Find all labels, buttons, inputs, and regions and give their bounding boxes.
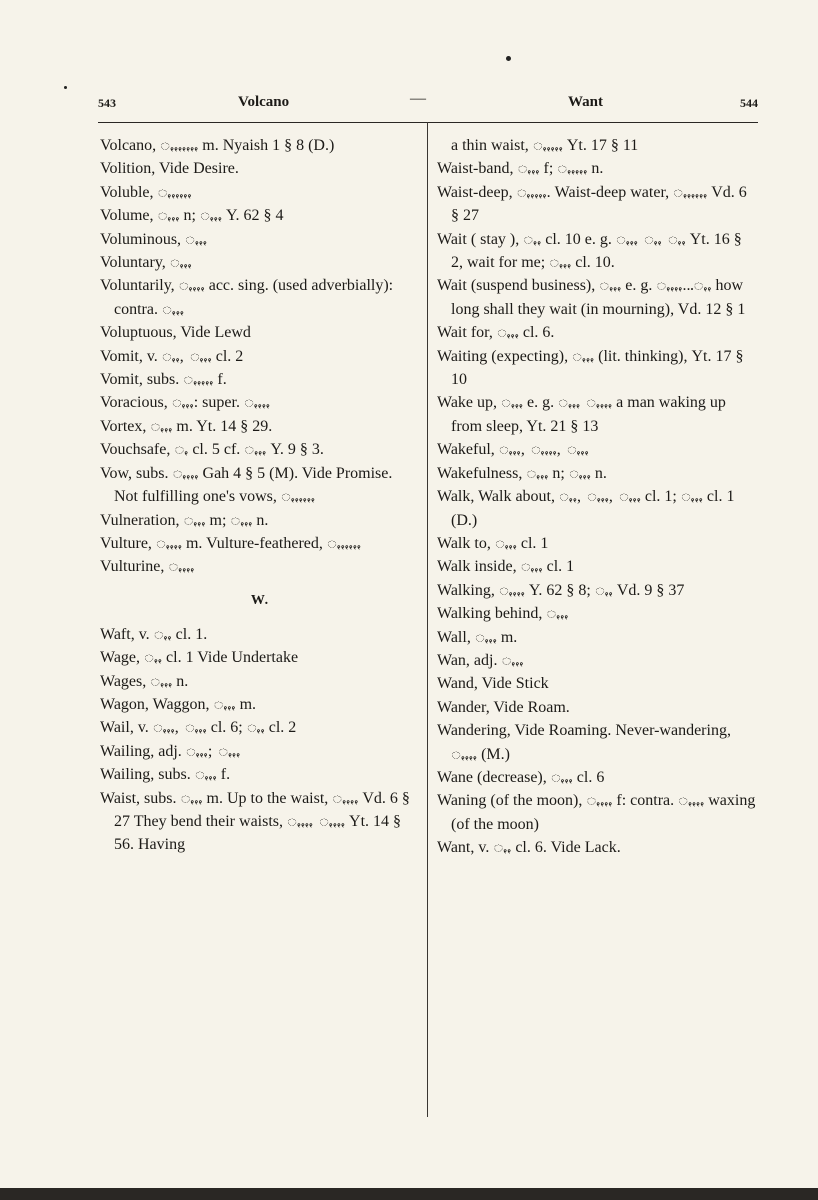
headword-right: Want bbox=[568, 94, 604, 110]
entry-wander: Wander, Vide Roam. bbox=[437, 698, 570, 716]
entry-vulneration: Vulneration, ꩻꩻꩻ m; ꩻꩻꩻ n. bbox=[100, 511, 269, 529]
entry-walk: Walk, Walk about, ꩻꩻ, ꩻꩻꩻ, ꩻꩻꩻ cl. 1; ꩻꩻꩻ cl. 1 (D.) bbox=[437, 488, 735, 529]
entry-wait-stay: Wait ( stay ), ꩻꩻ cl. 10 e. g. ꩻꩻꩻ ꩻꩻ ꩻꩻ Yt. 16 § 2, wait for me; ꩻꩻꩻ cl. 10. bbox=[437, 230, 742, 272]
running-header bbox=[98, 90, 758, 120]
entry-walk-to: Walk to, ꩻꩻꩻ cl. 1 bbox=[437, 534, 549, 552]
entry-wage: Wage, ꩻꩻ cl. 1 Vide Undertake bbox=[100, 649, 299, 667]
entry-wages: Wages, ꩻꩻꩻ n. bbox=[100, 672, 189, 690]
entry-voluminous: Voluminous, ꩻꩻꩻ bbox=[100, 230, 208, 248]
entry-wakeful: Wakeful, ꩻꩻꩻ, ꩻꩻꩻꩻ, ꩻꩻꩻ bbox=[437, 441, 589, 459]
entry-walking-behind: Walking behind, ꩻꩻꩻ bbox=[437, 605, 569, 623]
entry-wailing-subs: Wailing, subs. ꩻꩻꩻ f. bbox=[100, 766, 231, 784]
page-bottom-edge bbox=[0, 1188, 818, 1200]
entry-wan: Wan, adj. ꩻꩻꩻ bbox=[437, 651, 524, 669]
section-letter-w: W. bbox=[250, 592, 270, 608]
entry-voracious: Voracious, ꩻꩻꩻ: super. ꩻꩻꩻꩻ bbox=[100, 394, 271, 412]
entry-waft: Waft, v. ꩻꩻ cl. 1. bbox=[100, 625, 208, 643]
entry-wailing-adj: Wailing, adj. ꩻꩻꩻ; ꩻꩻꩻ bbox=[100, 742, 241, 760]
entry-volcano: Volcano, ꩻꩻꩻꩻꩻꩻꩻ m. Nyaish 1 § 8 (D.) bbox=[100, 137, 335, 154]
entry-wakefulness: Wakefulness, ꩻꩻꩻ n; ꩻꩻꩻ n. bbox=[437, 464, 607, 482]
entry-wait-for: Wait for, ꩻꩻꩻ cl. 6. bbox=[437, 324, 555, 342]
entry-waist-band: Waist-band, ꩻꩻꩻ f; ꩻꩻꩻꩻꩻ n. bbox=[437, 160, 604, 178]
entry-walk-inside: Walk inside, ꩻꩻꩻ cl. 1 bbox=[437, 558, 575, 576]
ink-speck bbox=[64, 86, 67, 89]
entry-wait-suspend: Wait (suspend business), ꩻꩻꩻ e. g. ꩻꩻꩻꩻ...ꩻꩻ how long shall they wait (in mourning), Vd. 12 § 1 bbox=[437, 277, 746, 318]
headword-left: Volcano bbox=[238, 94, 290, 110]
page-number-right: 544 bbox=[740, 96, 758, 110]
page-number-left: 543 bbox=[98, 96, 116, 110]
entry-vulture: Vulture, ꩻꩻꩻꩻ m. Vulture-feathered, ꩻꩻꩻꩻꩻꩻ bbox=[100, 534, 362, 552]
entry-waning: Waning (of the moon), ꩻꩻꩻꩻ f: contra. ꩻꩻꩻꩻ waxing (of the moon) bbox=[437, 792, 756, 833]
entry-vow: Vow, subs. ꩻꩻꩻꩻ Gah 4 § 5 (M). Vide Promise. Not fulfilling one's vows, ꩻꩻꩻꩻꩻꩻ bbox=[100, 464, 393, 506]
entry-waist-continued: a thin waist, ꩻꩻꩻꩻꩻ Yt. 17 § 11 bbox=[451, 137, 639, 154]
entry-voluptuous: Voluptuous, Vide Lewd bbox=[100, 324, 251, 342]
entry-vortex: Vortex, ꩻꩻꩻ m. Yt. 14 § 29. bbox=[100, 417, 273, 435]
left-column bbox=[100, 134, 420, 857]
entry-waiting: Waiting (expecting), ꩻꩻꩻ (lit. thinking), Yt. 17 § 10 bbox=[437, 347, 744, 389]
entry-waist: Waist, subs. ꩻꩻꩻ m. Up to the waist, ꩻꩻꩻꩻ Vd. 6 § 27 They bend their waists, ꩻꩻꩻꩻ ꩻꩻꩻꩻ Yt. 14 § 56. Having bbox=[100, 789, 410, 854]
entry-vulturine: Vulturine, ꩻꩻꩻꩻ bbox=[100, 558, 195, 576]
entry-vomit-verb: Vomit, v. ꩻꩻ, ꩻꩻꩻ cl. 2 bbox=[100, 347, 244, 365]
header-rule bbox=[98, 122, 758, 123]
entry-walking: Walking, ꩻꩻꩻꩻ Y. 62 § 8; ꩻꩻ Vd. 9 § 37 bbox=[437, 581, 685, 599]
entry-wail: Wail, v. ꩻꩻꩻ, ꩻꩻꩻ cl. 6; ꩻꩻ cl. 2 bbox=[100, 719, 297, 737]
entry-volition: Volition, Vide Desire. bbox=[100, 160, 239, 178]
entry-wane: Wane (decrease), ꩻꩻꩻ cl. 6 bbox=[437, 768, 605, 786]
entry-wand: Wand, Vide Stick bbox=[437, 675, 549, 693]
entry-wagon: Wagon, Waggon, ꩻꩻꩻ m. bbox=[100, 695, 257, 713]
entry-want: Want, v. ꩻꩻ cl. 6. Vide Lack. bbox=[437, 839, 621, 857]
entry-voluntary: Voluntary, ꩻꩻꩻ bbox=[100, 254, 192, 272]
entry-waist-deep: Waist-deep, ꩻꩻꩻꩻꩻ. Waist-deep water, ꩻꩻꩻꩻꩻꩻ Vd. 6 § 27 bbox=[437, 183, 747, 225]
right-column bbox=[437, 134, 757, 860]
ink-speck bbox=[506, 56, 511, 61]
entry-wandering: Wandering, Vide Roaming. Never-wandering, ꩻꩻꩻꩻ (M.) bbox=[437, 722, 731, 763]
entry-vouchsafe: Vouchsafe, ꩻ cl. 5 cf. ꩻꩻꩻ Y. 9 § 3. bbox=[100, 441, 324, 459]
entry-vomit-subs: Vomit, subs. ꩻꩻꩻꩻꩻ f. bbox=[100, 371, 227, 389]
entry-wake-up: Wake up, ꩻꩻꩻ e. g. ꩻꩻꩻ ꩻꩻꩻꩻ a man waking up from sleep, Yt. 21 § 13 bbox=[437, 394, 726, 435]
entry-voluntarily: Voluntarily, ꩻꩻꩻꩻ acc. sing. (used adverbially): contra. ꩻꩻꩻ bbox=[100, 277, 394, 318]
header-dash: — bbox=[410, 90, 426, 107]
entry-wall: Wall, ꩻꩻꩻ m. bbox=[437, 628, 518, 646]
entry-volume: Volume, ꩻꩻꩻ n; ꩻꩻꩻ Y. 62 § 4 bbox=[100, 207, 284, 225]
entry-voluble: Voluble, ꩻꩻꩻꩻꩻꩻ bbox=[100, 183, 192, 201]
column-divider bbox=[427, 122, 428, 1117]
